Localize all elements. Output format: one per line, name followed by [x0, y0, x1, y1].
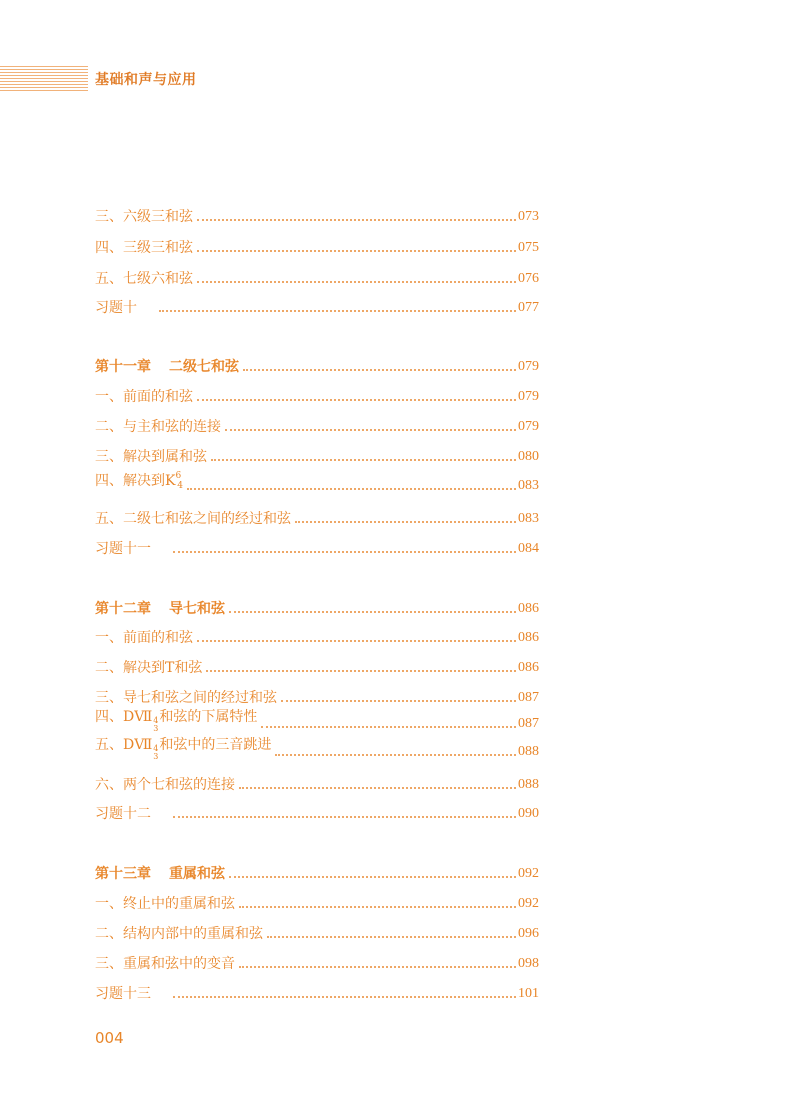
- toc-entry-exercise[interactable]: [95, 981, 539, 1003]
- toc-entry-page: 083: [518, 478, 539, 493]
- toc-entry[interactable]: [95, 414, 539, 436]
- header-decorative-rule: [0, 66, 88, 92]
- toc-entry-page: 075: [518, 240, 539, 255]
- toc-entry[interactable]: [95, 235, 539, 257]
- toc-entry-label: 六、两个七和弦的连接: [95, 777, 235, 793]
- toc-entry-label: [95, 736, 275, 761]
- toc-entry-label: 一、前面的和弦: [95, 389, 193, 405]
- toc-entry-page: 087: [518, 716, 539, 731]
- toc-entry[interactable]: [95, 506, 539, 528]
- toc-entry-label: 三、导七和弦之间的经过和弦: [95, 690, 277, 706]
- figure-superscript: 6: [175, 471, 182, 481]
- toc-entry-label: 五、七级六和弦: [95, 271, 193, 287]
- dot-leader: [197, 281, 516, 283]
- toc-chapter-label: [95, 358, 243, 376]
- toc-entry[interactable]: [95, 711, 539, 733]
- dot-leader: [267, 936, 516, 938]
- toc-chapter[interactable]: [95, 354, 539, 376]
- toc-entry[interactable]: [95, 204, 539, 226]
- running-header-title: 基础和声与应用: [95, 72, 197, 88]
- chapter-title: 导七和弦: [169, 601, 225, 617]
- dot-leader: [173, 996, 516, 998]
- figure-bottom: 3: [153, 724, 159, 733]
- page-number: 004: [95, 1029, 124, 1047]
- toc-entry-page: 079: [518, 359, 539, 374]
- dot-leader: [197, 250, 516, 252]
- dot-leader: [295, 521, 516, 523]
- toc-entry-label: 四、三级三和弦: [95, 240, 193, 256]
- toc-entry-page: 086: [518, 660, 539, 675]
- dot-leader: [239, 906, 516, 908]
- toc-entry-prefix: 五、DⅦ: [95, 737, 153, 753]
- toc-entry-page: 076: [518, 271, 539, 286]
- toc-entry-page: 079: [518, 419, 539, 434]
- toc-entry-page: 092: [518, 896, 539, 911]
- toc-entry[interactable]: [95, 739, 539, 761]
- dot-leader: [275, 754, 516, 756]
- toc-entry-label: 一、终止中的重属和弦: [95, 896, 235, 912]
- dot-leader: [229, 611, 516, 613]
- toc-entry[interactable]: [95, 891, 539, 913]
- chapter-number: 第十二章: [95, 601, 151, 617]
- toc-entry[interactable]: [95, 772, 539, 794]
- toc-entry-page: 101: [518, 986, 539, 1001]
- toc-entry-exercise[interactable]: [95, 295, 539, 317]
- toc-entry-page: 080: [518, 449, 539, 464]
- toc-entry-page: 096: [518, 926, 539, 941]
- toc-entry-label: 习题十三: [95, 986, 151, 1002]
- toc-entry-page: 079: [518, 389, 539, 404]
- toc-entry-label: 习题十一: [95, 541, 151, 557]
- dot-leader: [173, 816, 516, 818]
- toc-entry[interactable]: [95, 921, 539, 943]
- chapter-title: 二级七和弦: [169, 359, 239, 375]
- toc-entry-page: 073: [518, 209, 539, 224]
- toc-entry[interactable]: [95, 384, 539, 406]
- dot-leader: [159, 310, 516, 312]
- dot-leader: [187, 488, 516, 490]
- toc-entry-page: 077: [518, 300, 539, 315]
- dot-leader: [239, 966, 516, 968]
- toc-chapter[interactable]: [95, 861, 539, 883]
- figure-top: 4: [153, 744, 159, 753]
- dot-leader: [239, 787, 516, 789]
- toc-entry-page: 098: [518, 956, 539, 971]
- toc-entry-label: 二、解决到T和弦: [95, 660, 203, 676]
- toc-chapter-label: [95, 865, 229, 883]
- toc-entry[interactable]: [95, 473, 539, 495]
- dot-leader: [229, 876, 516, 878]
- dot-leader: [243, 369, 516, 371]
- dot-leader: [281, 700, 516, 702]
- toc-entry-label: 五、二级七和弦之间的经过和弦: [95, 511, 291, 527]
- figure-fraction: [153, 717, 158, 733]
- dot-leader: [173, 551, 516, 553]
- toc-entry[interactable]: [95, 266, 539, 288]
- toc-entry-page: 086: [518, 601, 539, 616]
- figure-bottom: 3: [153, 752, 159, 761]
- dot-leader: [225, 429, 516, 431]
- chapter-number: 第十一章: [95, 359, 151, 375]
- toc-entry-label: [95, 708, 261, 733]
- toc-chapter[interactable]: [95, 596, 539, 618]
- toc-entry-label: 三、六级三和弦: [95, 209, 193, 225]
- toc-entry-page: 088: [518, 744, 539, 759]
- toc-entry-label: [95, 467, 187, 495]
- figure-fraction: [153, 745, 158, 761]
- figure-subscript: 4: [177, 481, 183, 491]
- toc-entry-text: 四、解决到K: [95, 473, 176, 489]
- toc-entry-page: 083: [518, 511, 539, 526]
- toc-entry-label: 二、与主和弦的连接: [95, 419, 221, 435]
- dot-leader: [206, 670, 516, 672]
- dot-leader: [261, 726, 516, 728]
- toc-entry-exercise[interactable]: [95, 801, 539, 823]
- dot-leader: [197, 219, 516, 221]
- toc-entry[interactable]: [95, 625, 539, 647]
- toc-entry-prefix: 四、DⅦ: [95, 709, 153, 725]
- toc-entry-page: 090: [518, 806, 539, 821]
- toc-entry-label: 二、结构内部中的重属和弦: [95, 926, 263, 942]
- chapter-title: 重属和弦: [169, 866, 225, 882]
- toc-entry-page: 084: [518, 541, 539, 556]
- toc-entry-page: 087: [518, 690, 539, 705]
- toc-entry[interactable]: [95, 951, 539, 973]
- toc-entry-label: 习题十二: [95, 806, 151, 822]
- toc-entry-label: 习题十: [95, 300, 137, 316]
- toc-entry-label: 一、前面的和弦: [95, 630, 193, 646]
- toc-entry-page: 092: [518, 866, 539, 881]
- toc-entry-suffix: 和弦中的三音跳进: [159, 737, 272, 753]
- chapter-number: 第十三章: [95, 866, 151, 882]
- toc-chapter-label: [95, 600, 229, 618]
- toc-entry-label: 三、解决到属和弦: [95, 449, 207, 465]
- toc-entry-page: 086: [518, 630, 539, 645]
- toc-entry[interactable]: [95, 655, 539, 677]
- toc-entry-label: 三、重属和弦中的变音: [95, 956, 235, 972]
- toc-entry-suffix: 和弦的下属特性: [159, 709, 258, 725]
- toc-entry[interactable]: [95, 685, 539, 707]
- toc-entry-exercise[interactable]: [95, 536, 539, 558]
- dot-leader: [197, 399, 516, 401]
- dot-leader: [211, 459, 516, 461]
- toc-entry[interactable]: [95, 444, 539, 466]
- dot-leader: [197, 640, 516, 642]
- figure-top: 4: [153, 716, 159, 725]
- toc-entry-page: 088: [518, 777, 539, 792]
